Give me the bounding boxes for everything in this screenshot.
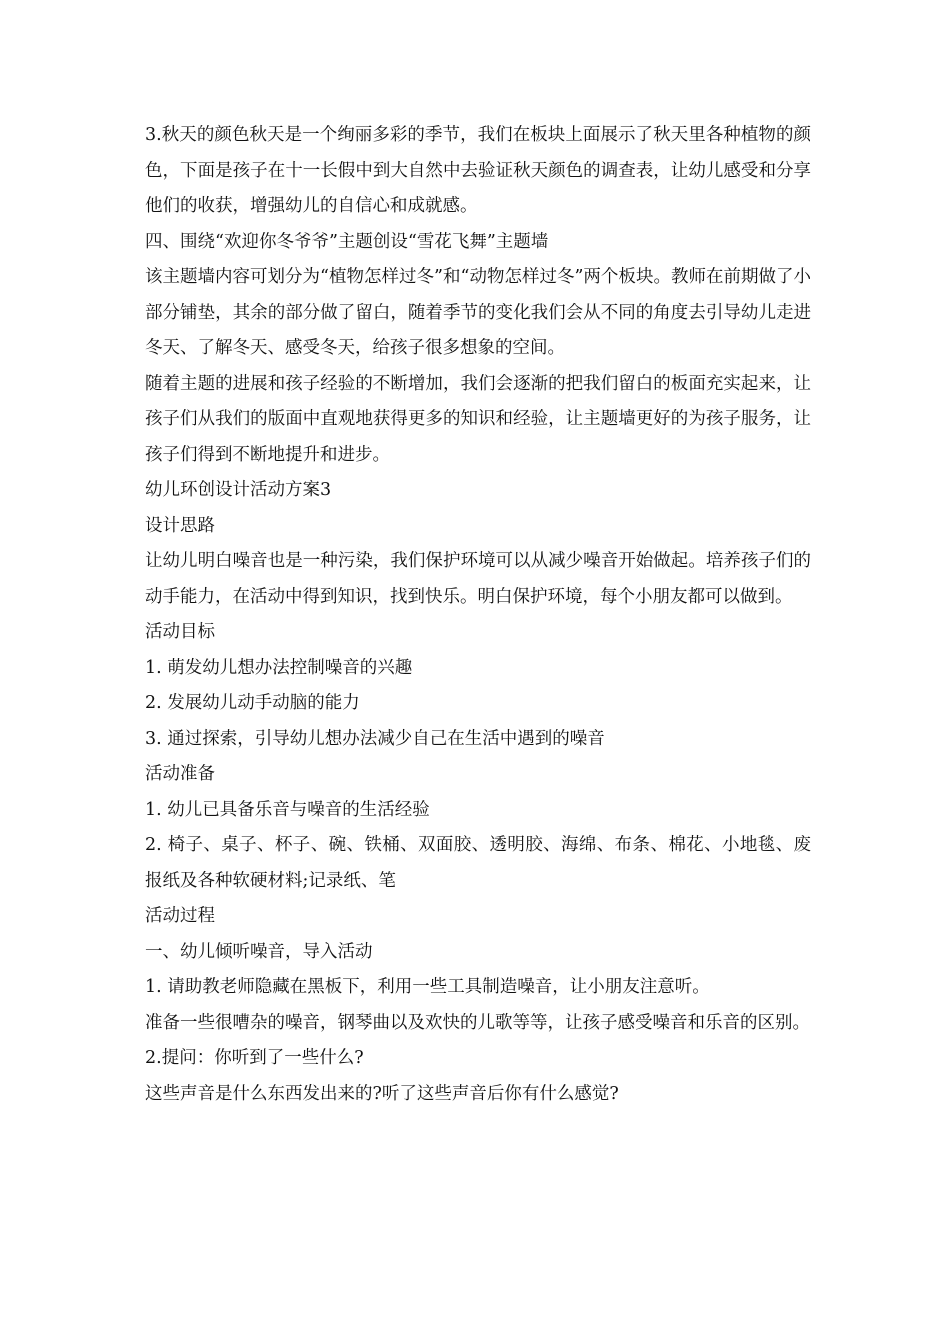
heading-activity-preparation: 活动准备 [145,764,215,784]
document-page [145,118,811,1112]
heading-activity-process: 活动过程 [145,906,215,926]
list-item-step-1: 1. 请助教老师隐藏在黑板下，利用一些工具制造噪音，让小朋友注意听。 [145,977,710,997]
paragraph-theme-wall: 该主题墙内容可划分为“植物怎样过冬”和“动物怎样过冬”两个板块。教师在前期做了小部分铺垫，其余的部分做了留白，随着季节的变化我们会从不同的角度去引导幼儿走进冬天、了解冬天、感受冬天，给孩子很多想象的空间。 [145,267,811,358]
list-item-goal-3: 3. 通过探索，引导幼儿想办法减少自己在生活中遇到的噪音 [145,728,605,749]
list-item-goal-1: 1. 萌发幼儿想办法控制噪音的兴趣 [145,657,413,678]
paragraph-design-idea: 让幼儿明白噪音也是一种污染，我们保护环境可以从减少噪音开始做起。培养孩子们的动手能力，在活动中得到知识，找到快乐。明白保护环境，每个小朋友都可以做到。 [145,551,811,607]
heading-design-idea: 设计思路 [145,515,215,536]
list-item-goal-2: 2. 发展幼儿动手动脑的能力 [145,693,360,713]
paragraph-noise-prep: 准备一些很嘈杂的噪音，钢琴曲以及欢快的儿歌等等，让孩子感受噪音和乐音的区别。 [145,1012,810,1033]
paragraph-questions: 这些声音是什么东西发出来的?听了这些声音后你有什么感觉? [145,1083,619,1104]
paragraph-theme-progress: 随着主题的进展和孩子经验的不断增加，我们会逐渐的把我们留白的板面充实起来，让孩子们从我们的版面中直观地获得更多的知识和经验，让主题墙更好的为孩子服务，让孩子们得到不断地提升和进步。 [145,373,811,465]
paragraph-autumn-colors: 3.秋天的颜色秋天是一个绚丽多彩的季节，我们在板块上面展示了秋天里各种植物的颜色，下面是孩子在十一长假中到大自然中去验证秋天颜色的调查表，让幼儿感受和分享他们的收获，增强幼儿的自信心和成就感。 [145,125,811,216]
heading-step-one: 一、幼儿倾听噪音，导入活动 [145,941,373,962]
heading-section-four: 四、围绕“欢迎你冬爷爷”主题创设“雪花飞舞”主题墙 [145,231,549,252]
list-item-question: 2.提问：你听到了一些什么? [145,1048,364,1068]
list-item-prep-1: 1. 幼儿已具备乐音与噪音的生活经验 [145,799,430,820]
list-item-prep-2: 2. 椅子、桌子、杯子、碗、铁桶、双面胶、透明胶、海绵、布条、棉花、小地毯、废报纸及各种软硬材料;记录纸、笔 [145,835,811,891]
heading-plan-3: 幼儿环创设计活动方案3 [145,480,332,500]
heading-activity-goals: 活动目标 [145,622,215,642]
